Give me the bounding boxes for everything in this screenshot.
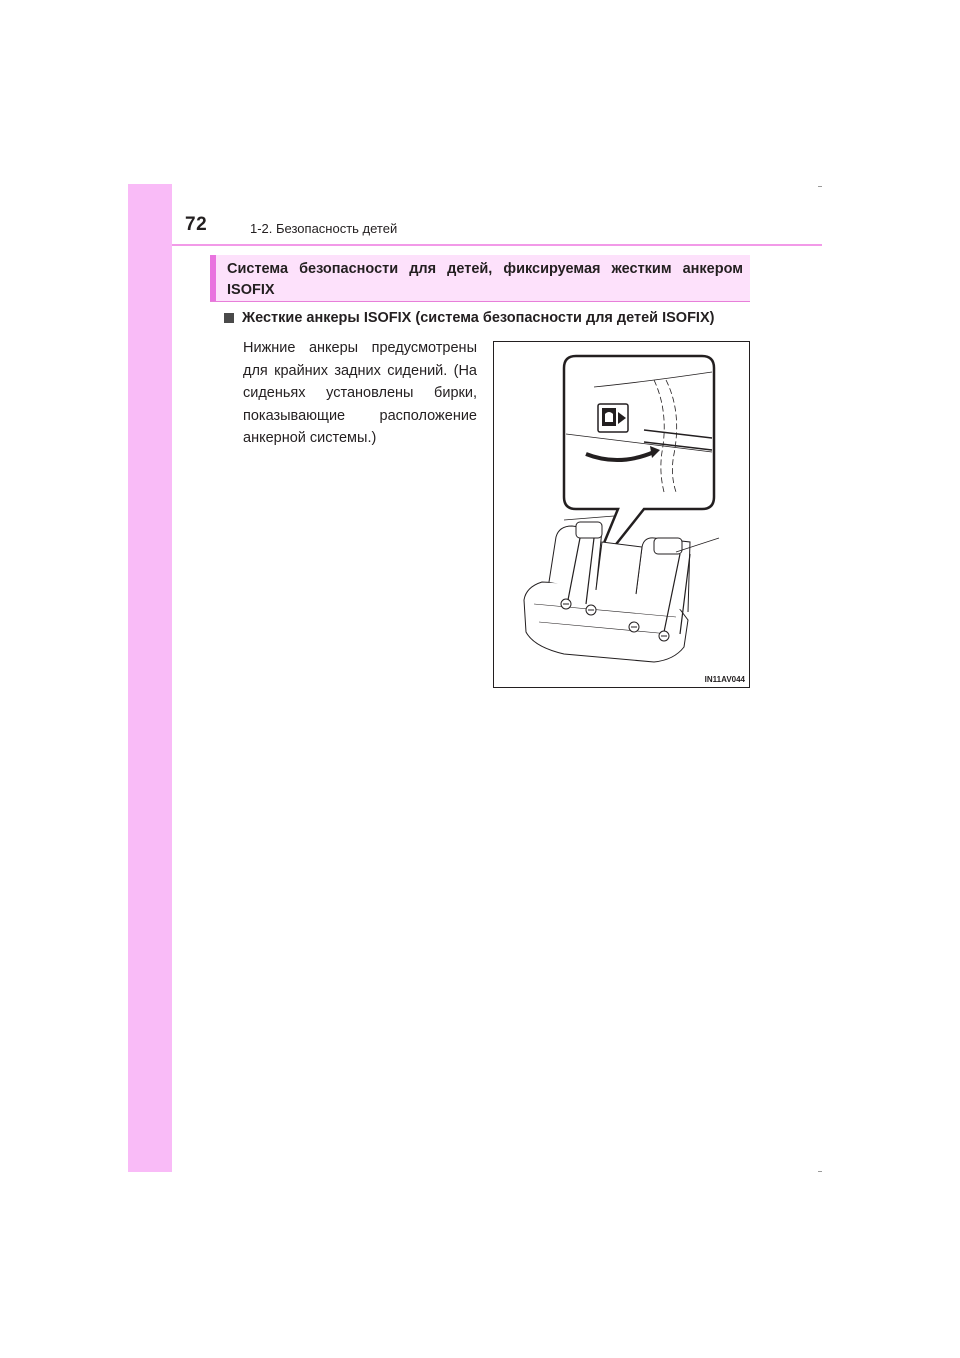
section-heading-box [210,255,750,302]
figure-code: IN11AV044 [704,675,745,684]
seat-illustration-svg [494,342,751,689]
crop-mark [818,186,822,187]
headrest-left [576,522,602,538]
subsection-title: Жесткие анкеры ISOFIX (система безопасности для детей ISOFIX) [242,310,715,326]
body-paragraph: Нижние анкеры предусмотрены для крайних задних сидений. (На сиденьях установлены бирки, показывающие расположение анкерной системы.) [243,340,477,447]
chapter-color-strip [128,184,172,1172]
section-heading-underline [210,301,750,302]
subsection-heading [224,310,714,326]
seat-back-middle [596,542,642,594]
section-title: Система безопасности для детей, фиксируемая жестким анкером ISOFIX [227,261,743,298]
square-bullet-icon [224,313,234,323]
header-divider [172,244,822,246]
chapter-title: 1-2. Безопасность детей [250,221,398,236]
page-number: 72 [185,214,208,235]
section-heading-bar [210,255,216,302]
crop-mark [818,1171,822,1172]
rear-seat-isofix-illustration [493,341,750,688]
